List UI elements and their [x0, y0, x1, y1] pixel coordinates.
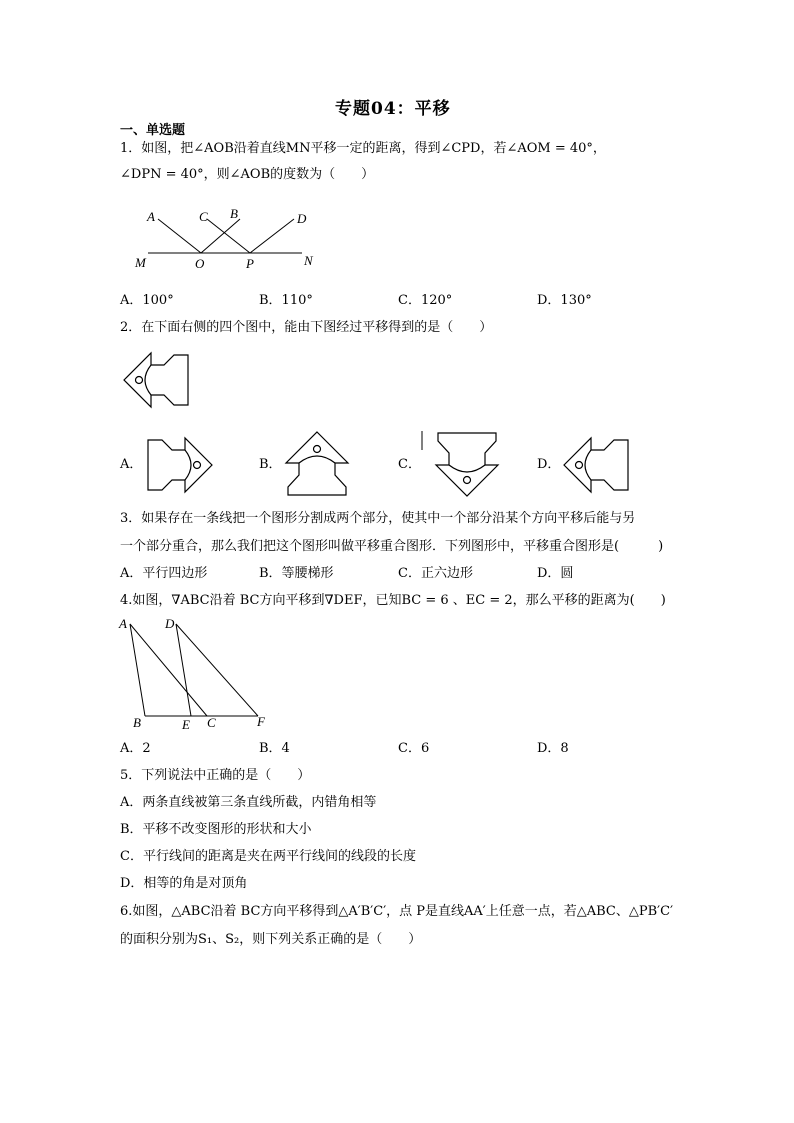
- q4-stem: 4.如图，∇ABC沿着 BC方向平移到∇DEF，已知BC = 6 、EC = 2，那么平移的距离为( ): [120, 593, 666, 608]
- q1-ray-pc: [207, 219, 250, 253]
- q1-ray-pd: [250, 219, 294, 253]
- q2-option-b-figure: [280, 427, 354, 501]
- q1-label-d: D: [297, 211, 307, 226]
- q1-option-a: A．100°: [120, 293, 174, 308]
- q1-label-p: P: [246, 256, 254, 271]
- q2-option-a-label: A．: [120, 457, 143, 472]
- q1-option-d: D．130°: [537, 293, 592, 308]
- page-title: 专题04：平移: [335, 99, 451, 119]
- q1-label-c: C: [199, 209, 208, 224]
- q4-label-d: D: [165, 616, 175, 631]
- q3-option-c: C．正六边形: [398, 566, 473, 581]
- q2-option-d-label: D．: [537, 457, 561, 472]
- q1-label-m: M: [135, 255, 146, 270]
- q1-ray-oa: [158, 219, 201, 253]
- q4-option-c: C．6: [398, 741, 430, 756]
- q3-option-a: A．平行四边形: [120, 566, 208, 581]
- q1-ray-ob: [201, 219, 240, 253]
- q4-option-d: D．8: [537, 741, 569, 756]
- q4-side-ac: [130, 624, 207, 716]
- q2-option-d-figure: [558, 430, 634, 500]
- q2-option-c-figure: [430, 428, 506, 504]
- q4-label-f: F: [257, 714, 265, 729]
- q4-label-c: C: [207, 715, 216, 730]
- q3-stem-line2: 一个部分重合，那么我们把这个图形叫做平移重合图形．下列图形中，平移重合图形是( ): [120, 539, 664, 554]
- q6-stem-line1: 6.如图，△ABC沿着 BC方向平移得到△A′B′C′，点 P是直线AA′上任意一点，若△ABC、△PB′C′: [120, 904, 674, 919]
- q4-figure: [115, 612, 275, 732]
- q5-stem: 5．下列说法中正确的是（ ）: [120, 768, 311, 783]
- q2-option-c-label: C．: [398, 457, 421, 472]
- q1-label-n: N: [304, 253, 313, 268]
- q5-option-d: D．相等的角是对顶角: [120, 876, 248, 891]
- q4-label-e: E: [182, 717, 190, 732]
- q2-stem: 2．在下面右侧的四个图中，能由下图经过平移得到的是（ ）: [120, 320, 493, 335]
- section-heading: 一、单选题: [120, 123, 186, 138]
- q6-stem-line2: 的面积分别为S₁、S₂，则下列关系正确的是（ ）: [120, 932, 422, 947]
- q1-option-b: B．110°: [259, 293, 313, 308]
- q5-option-c: C．平行线间的距离是夹在两平行线间的线段的长度: [120, 849, 416, 864]
- q4-option-a: A．2: [120, 741, 151, 756]
- q2-original-figure: [118, 345, 194, 415]
- q3-option-b: B．等腰梯形: [259, 566, 334, 581]
- q3-stem-line1: 3．如果存在一条线把一个图形分割成两个部分，使其中一个部分沿某个方向平移后能与另: [120, 511, 636, 526]
- q4-side-ab: [130, 624, 145, 716]
- q1-label-a: A: [147, 209, 155, 224]
- q2-option-b-label: B．: [259, 457, 282, 472]
- q1-stem-line1: 1．如图，把∠AOB沿着直线MN平移一定的距离，得到∠CPD，若∠AOM = 40°，: [120, 141, 606, 156]
- q5-option-a: A．两条直线被第三条直线所截，内错角相等: [120, 795, 377, 810]
- q1-label-b: B: [230, 206, 238, 221]
- q1-label-o: O: [195, 256, 205, 271]
- q1-figure: [130, 205, 330, 275]
- q2-option-a-figure: [142, 430, 218, 500]
- q4-option-b: B．4: [259, 741, 290, 756]
- q1-stem-line2: ∠DPN = 40°，则∠AOB的度数为（ ）: [120, 167, 375, 182]
- q4-label-b: B: [133, 715, 141, 730]
- q4-label-a: A: [119, 616, 127, 631]
- q1-option-c: C．120°: [398, 293, 453, 308]
- q5-option-b: B．平移不改变图形的形状和大小: [120, 822, 312, 837]
- q3-option-d: D．圆: [537, 566, 574, 581]
